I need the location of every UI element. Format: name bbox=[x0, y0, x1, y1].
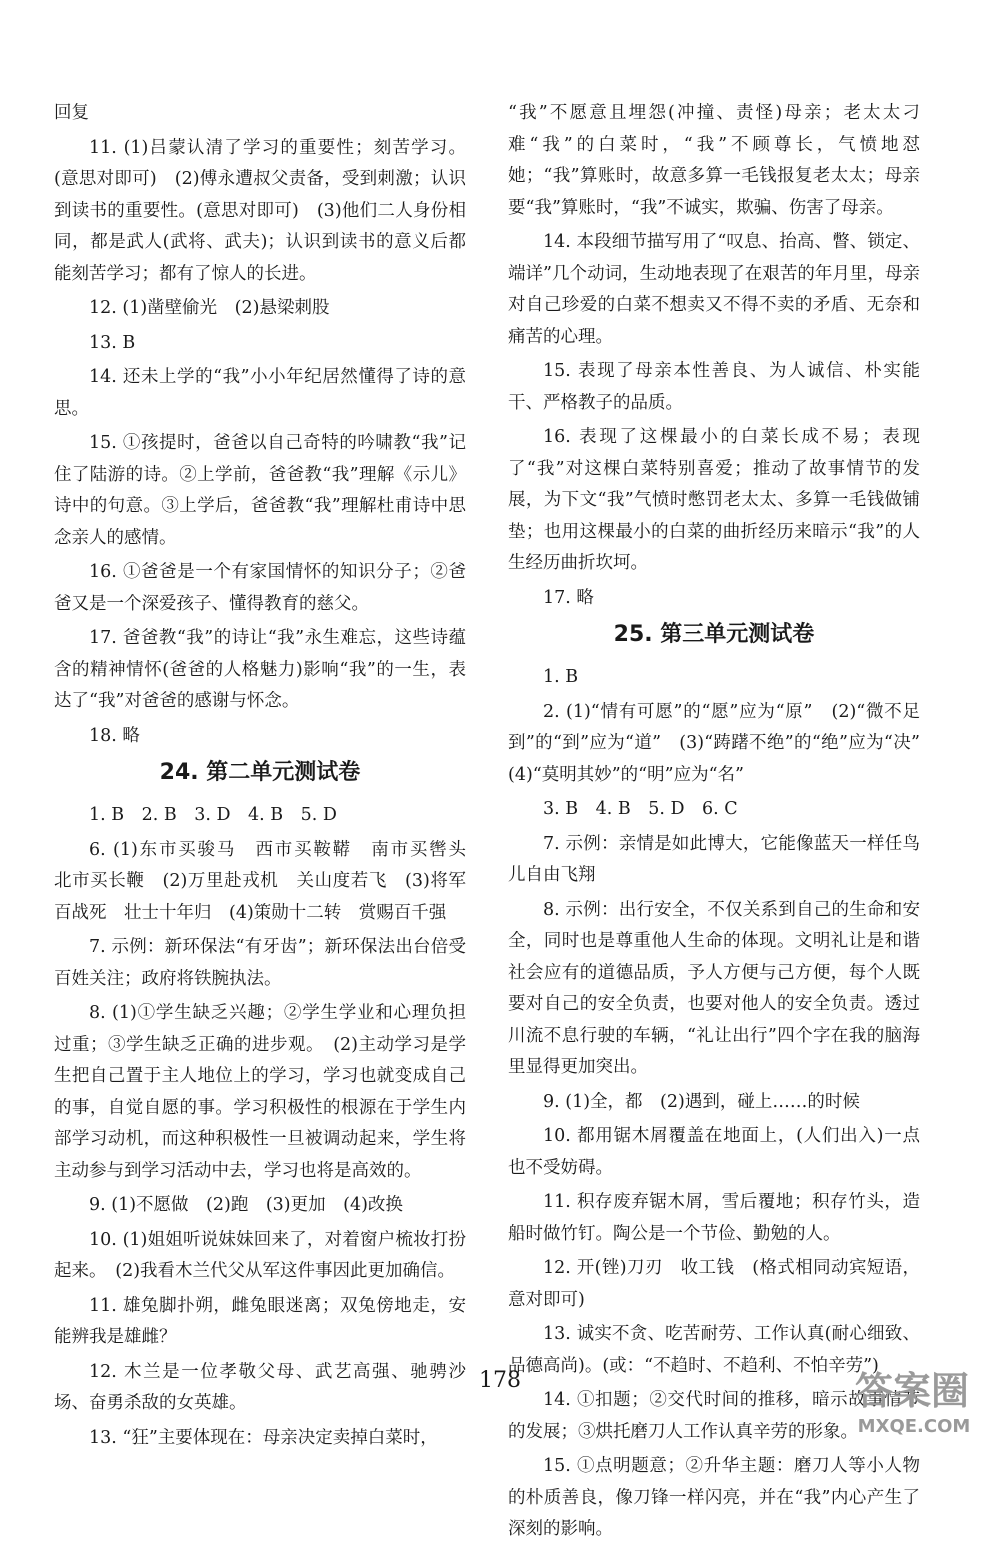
answer-paragraph: 1. B 2. B 3. D 4. B 5. D bbox=[89, 805, 337, 825]
answer-paragraph: 10. (1)姐姐听说妹妹回来了，对着窗户梳妆打扮起来。 (2)我看木兰代父从军这件事因此更加确信。 bbox=[54, 1229, 466, 1281]
answer-paragraph: 15. ①孩提时，爸爸以自己奇特的吟啸教“我”记住了陆游的诗。②上学前，爸爸教“我”理解《示儿》诗中的句意。③上学后，爸爸教“我”理解杜甫诗中思念亲人的感情。 bbox=[54, 433, 466, 548]
section-heading: 25. 第三单元测试卷 bbox=[613, 622, 815, 647]
answer-paragraph: 8. (1)①学生缺乏兴趣；②学生学业和心理负担过重；③学生缺乏正确的进步观。 (2)主动学习是学生把自己置于主人地位上的学习，学习也就变成自己的事，自觉自愿的事。学习积极性的根源在于学生内部学习动机，而这种积极性一旦被调动起来，学生将主动参与到学习活动中去，学习也将是高效的。 bbox=[54, 1003, 466, 1181]
watermark-sub-text: MXQE.COM bbox=[857, 1416, 971, 1437]
answer-paragraph: 13. 诚实不贪、吃苦耐劳、工作认真(耐心细致、品德高尚)。(或：“不趋时、不趋利、不怕辛劳”) bbox=[508, 1324, 920, 1376]
answer-paragraph: 11. 雄兔脚扑朔，雌兔眼迷离；双兔傍地走，安能辨我是雄雌？ bbox=[54, 1295, 466, 1347]
answer-paragraph: 14. ①扣题；②交代时间的推移，暗示故事情节的发展；③烘托磨刀人工作认真辛劳的形象。 bbox=[508, 1390, 920, 1442]
left-column bbox=[54, 98, 484, 1457]
watermark-logo bbox=[832, 1360, 992, 1438]
answer-paragraph: 14. 还未上学的“我”小小年纪居然懂得了诗的意思。 bbox=[54, 367, 466, 419]
answer-paragraph: 12. 木兰是一位孝敬父母、武艺高强、驰骋沙场、奋勇杀敌的女英雄。 bbox=[54, 1361, 466, 1413]
page-number: 178 bbox=[479, 1368, 521, 1393]
answer-paragraph: 18. 略 bbox=[89, 725, 140, 746]
right-column bbox=[508, 98, 938, 1549]
section-heading: 24. 第二单元测试卷 bbox=[159, 760, 361, 785]
answer-paragraph: 13. B bbox=[89, 332, 136, 353]
answer-paragraph: 15. 表现了母亲本性善良、为人诚信、朴实能干、严格教子的品质。 bbox=[508, 361, 920, 413]
answer-paragraph: 9. (1)全，都 (2)遇到，碰上……的时候 bbox=[543, 1091, 860, 1112]
answer-paragraph: 11. (1)吕蒙认清了学习的重要性；刻苦学习。(意思对即可) (2)傅永遭叔父责备，受到刺激；认识到读书的重要性。(意思对即可) (3)他们二人身份相同，都是武人(武将、武夫)；认识到读书的意义后都能刻苦学习；都有了惊人的长进。 bbox=[54, 137, 466, 284]
answer-paragraph: 9. (1)不愿做 (2)跑 (3)更加 (4)改换 bbox=[89, 1195, 403, 1215]
answer-paragraph: 10. 都用锯木屑覆盖在地面上，(人们出入)一点也不受妨碍。 bbox=[508, 1126, 920, 1178]
answer-paragraph: 16. ①爸爸是一个有家国情怀的知识分子；②爸爸又是一个深爱孩子、懂得教育的慈父。 bbox=[54, 562, 466, 614]
answer-paragraph: 1. B bbox=[543, 667, 579, 687]
answer-paragraph: 6. (1)东市买骏马 西市买鞍鞯 南市买辔头 北市买长鞭 (2)万里赴戎机 关山度若飞 (3)将军百战死 壮士十年归 (4)策勋十二转 赏赐百千强 bbox=[54, 839, 484, 923]
answer-paragraph: 3. B 4. B 5. D 6. C bbox=[543, 799, 738, 819]
answer-paragraph: 7. 示例：亲情是如此博大，它能像蓝天一样任鸟儿自由飞翔 bbox=[508, 833, 920, 885]
answer-paragraph: 8. 示例：出行安全，不仅关系到自己的生命和安全，同时也是尊重他人生命的体现。文明礼让是和谐社会应有的道德品质，予人方便与己方便，每个人既要对自己的安全负责，也要对他人的安全负责。透过川流不息行驶的车辆，“礼让出行”四个字在我的脑海里显得更加突出。 bbox=[508, 899, 920, 1077]
answer-paragraph: 回复 bbox=[54, 103, 89, 123]
answer-paragraph: 11. 积存废弃锯木屑，雪后覆地；积存竹头，造船时做竹钉。陶公是一个节俭、勤勉的人。 bbox=[508, 1192, 920, 1244]
answer-paragraph: 15. ①点明题意；②升华主题：磨刀人等小人物的朴质善良，像刀锋一样闪亮，并在“我”内心产生了深刻的影响。 bbox=[508, 1456, 920, 1539]
answer-paragraph: 16. 表现了这棵最小的白菜长成不易；表现了“我”对这棵白菜特别喜爱；推动了故事情节的发展，为下文“我”气愤时憋罚老太太、多算一毛钱做铺垫；也用这棵最小的白菜的曲折经历来暗示“我”的人生经历曲折坎坷。 bbox=[508, 427, 920, 573]
answer-paragraph: 12. (1)凿壁偷光 (2)悬梁刺股 bbox=[89, 298, 330, 318]
answer-paragraph: 17. 爸爸教“我”的诗让“我”永生难忘，这些诗蕴含的精神情怀(爸爸的人格魅力)影响“我”的一生，表达了“我”对爸爸的感谢与怀念。 bbox=[54, 628, 466, 711]
answer-paragraph: 7. 示例：新环保法“有牙齿”；新环保法出台倍受百姓关注；政府将铁腕执法。 bbox=[54, 937, 466, 989]
answer-paragraph: 2. (1)“情有可愿”的“愿”应为“原” (2)“微不足到”的“到”应为“道” (3)“踌躇不绝”的“绝”应为“决” (4)“莫明其妙”的“明”应为“名” bbox=[508, 701, 938, 785]
answer-paragraph: “我”不愿意且埋怨(冲撞、责怪)母亲；老太太刁难“我”的白菜时，“我”不顾尊长，气愤地怼她；“我”算账时，故意多算一毛钱报复老太太；母亲要“我”算账时，“我”不诚实，欺骗、伤害了母亲。 bbox=[508, 103, 920, 218]
answer-paragraph: 13. “狂”主要体现在：母亲决定卖掉白菜时， bbox=[89, 1427, 438, 1448]
answer-paragraph: 14. 本段细节描写用了“叹息、抬高、瞥、锁定、端详”几个动词，生动地表现了在艰苦的年月里，母亲对自己珍爱的白菜不想卖又不得不卖的矛盾、无奈和痛苦的心理。 bbox=[508, 232, 920, 347]
answer-paragraph: 12. 开(锉)刀刃 收工钱 (格式相同动宾短语，意对即可) bbox=[508, 1258, 920, 1310]
answer-paragraph: 17. 略 bbox=[543, 587, 594, 608]
watermark-main-text: 答案圈 bbox=[854, 1369, 970, 1413]
